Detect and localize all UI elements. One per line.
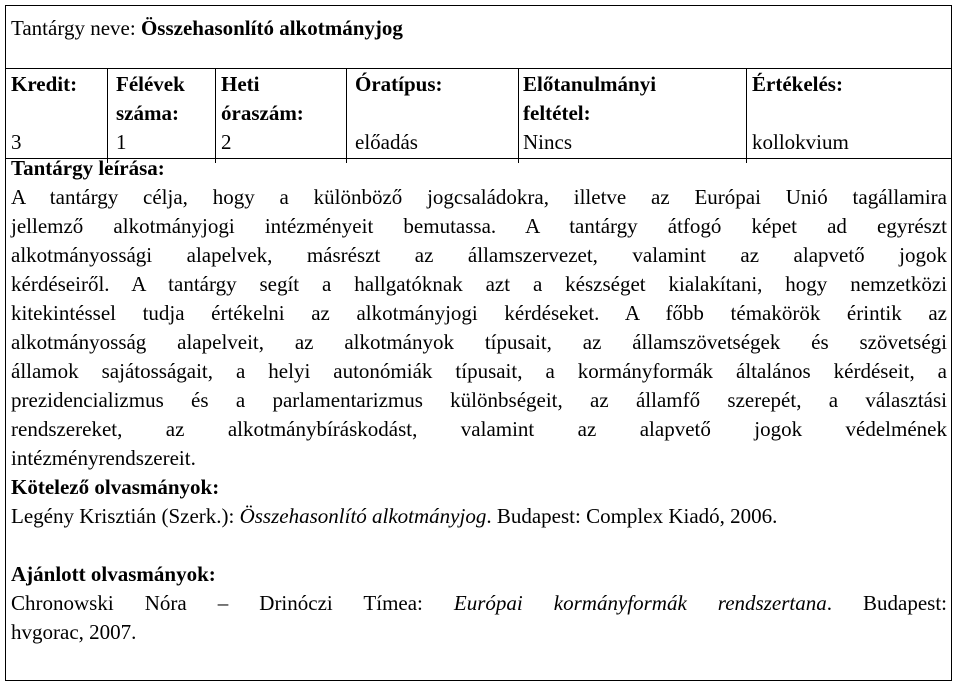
description-heading: Tantárgy leírása: [11,156,165,180]
description-line: A tantárgy célja, hogy a különböző jogcsaládokra, illetve az Európai Unió tagállamira [11,185,947,209]
header-kredit: Kredit: [11,72,78,96]
description-line: kitekintéssel tudja értékelni az alkotmányjogi kérdéseket. A főbb témakörök érintik az [11,301,947,325]
recommended-reading-line2: hvgorac, 2007. [11,620,137,644]
description-line: államok sajátosságait, a helyi autonómiák típusait, a kormányformák általános kérdéseit, a [11,359,947,383]
required-reading-author: Legény Krisztián (Szerk.): [11,504,240,528]
header-elotan-2: feltétel: [523,101,591,125]
recommended-reading-heading: Ajánlott olvasmányok: [11,562,216,586]
header-elotan-1: Előtanulmányi [523,72,657,96]
col-divider [746,68,747,163]
document-frame [5,5,952,681]
description-line: jellemző alkotmányjogi intézményeit bemutassa. A tantárgy átfogó képet ad egyrészt [11,214,947,238]
value-oratipus: előadás [355,130,418,154]
recommended-reading-title: Európai kormányformák rendszertana [453,591,827,615]
header-felevek-2: száma: [116,101,179,125]
required-reading-rest: . Budapest: Complex Kiadó, 2006. [486,504,778,528]
header-felevek-1: Félévek [116,72,185,96]
recommended-reading-rest: . Budapest: [826,591,947,615]
recommended-reading-author: Chronowski Nóra – Drinóczi Tímea: [11,591,454,615]
description-line: intézményrendszereit. [11,446,196,470]
header-oratipus: Óratípus: [355,72,443,96]
description-line: alkotmányossági alapelvek, másrészt az államszervezet, valamint az alapvető jogok [11,243,947,267]
value-ertekeles: kollokvium [752,130,849,154]
value-kredit: 3 [11,130,22,154]
col-divider [215,68,216,163]
recommended-reading-entry [11,589,947,618]
col-divider [518,68,519,163]
value-felevek: 1 [116,130,127,154]
subject-name: Összehasonlító alkotmányjog [140,16,403,40]
subject-title [11,14,403,43]
header-ertekeles: Értékelés: [752,72,843,96]
description-line: kérdéseiről. A tantárgy segít a hallgatóknak azt a készséget kialakítani, hogy nemzetközi [11,272,947,296]
row-divider [6,68,951,69]
required-reading-title: Összehasonlító alkotmányjog [239,504,487,528]
description-line: prezidencializmus és a parlamentarizmus különbségeit, az államfő szerepét, a választási [11,388,947,412]
header-heti-1: Heti [221,72,260,96]
description-line: rendszereket, az alkotmánybíráskodást, valamint az alapvető jogok védelmének [11,417,947,441]
col-divider [107,68,108,163]
required-reading-entry [11,502,777,531]
value-heti: 2 [221,130,232,154]
header-heti-2: óraszám: [221,101,304,125]
description-line: alkotmányosság alapelveit, az alkotmányok típusait, az államszövetségek és szövetségi [11,330,947,354]
required-reading-heading: Kötelező olvasmányok: [11,475,220,499]
value-elotan: Nincs [523,130,572,154]
subject-label: Tantárgy neve: [11,16,141,40]
col-divider [346,68,347,163]
